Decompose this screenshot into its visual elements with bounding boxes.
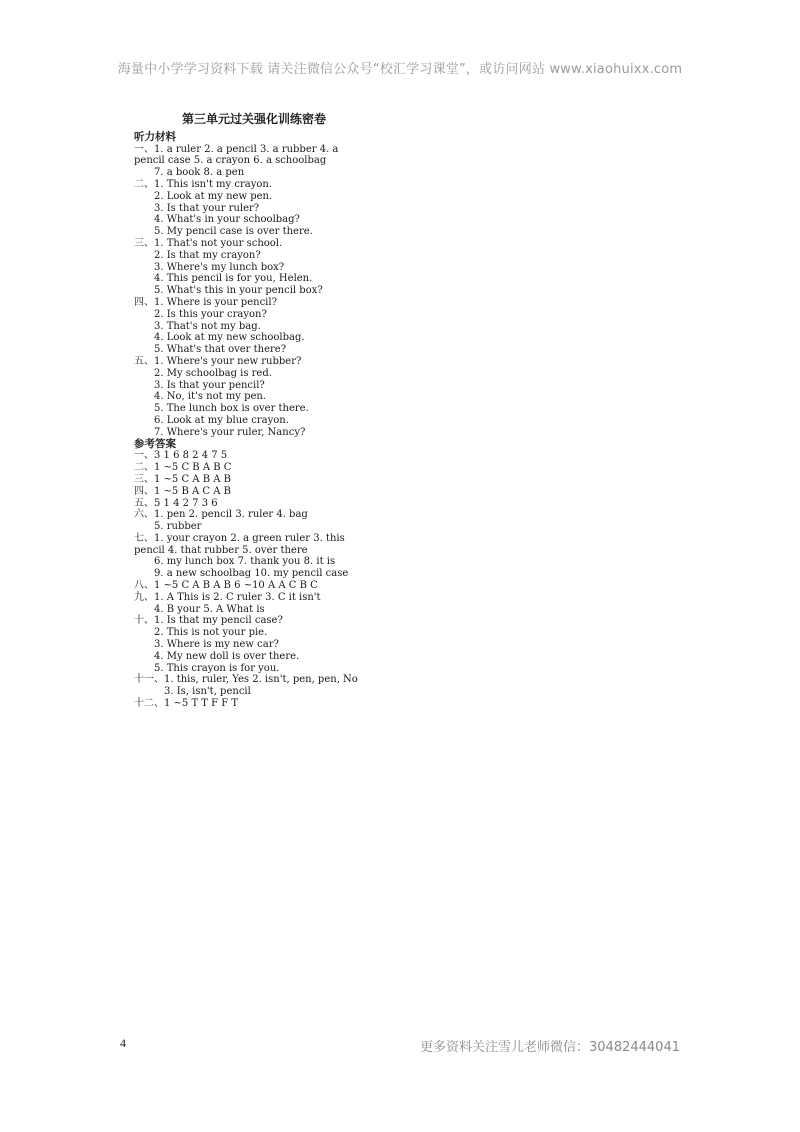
listening-line: 2. My schoolbag is red. [154, 367, 272, 379]
listening-line: 2. Look at my new pen. [154, 190, 273, 202]
question-text: 5 1 4 2 7 3 6 [154, 497, 218, 509]
listening-line: 5. The lunch box is over there. [154, 403, 309, 415]
question-number: 五、 [134, 497, 154, 509]
answer-line: 4. My new doll is over there. [154, 650, 300, 662]
question-text: 1 ~5 C B A B C [154, 462, 232, 474]
listening-line: 2. Is that my crayon? [154, 249, 261, 261]
question-text: 1. Where's your new rubber? [154, 355, 302, 367]
answer-line [134, 450, 374, 462]
listening-line: 3. That's not my bag. [154, 320, 261, 332]
listening-heading: 听力材料 [134, 130, 176, 143]
question-number: 三、 [134, 473, 154, 485]
question-number: 十、 [134, 615, 154, 627]
listening-line [134, 297, 374, 309]
page-number: 4 [120, 1036, 126, 1050]
question-number: 九、 [134, 591, 154, 603]
answer-line [134, 674, 374, 686]
question-text: 3 1 6 8 2 4 7 5 [154, 450, 228, 462]
answer-line [134, 498, 374, 510]
listening-line: 5. My pencil case is over there. [154, 226, 313, 238]
answer-line [134, 592, 374, 604]
question-text: 1. this, ruler, Yes 2. isn't, pen, pen, No [164, 674, 358, 686]
question-text: 1. a ruler 2. a pencil 3. a rubber 4. a [154, 143, 339, 155]
question-number: 七、 [134, 532, 154, 544]
document-body [134, 114, 374, 710]
footer-note: 更多资料关注雪儿老师微信：30482444041 [420, 1040, 680, 1055]
listening-line [134, 356, 374, 368]
question-text: 1. A This is 2. C ruler 3. C it isn't [154, 591, 321, 603]
answer-line: 5. This crayon is for you. [154, 662, 280, 674]
answer-line [134, 615, 374, 627]
answer-line: 9. a new schoolbag 10. my pencil case [154, 568, 349, 580]
listening-line: 4. No, it's not my pen. [154, 391, 267, 403]
answer-line [134, 533, 374, 545]
listening-line: 2. Is this your crayon? [154, 308, 267, 320]
question-number: 六、 [134, 509, 154, 521]
answer-line: 4. B your 5. A What is [154, 603, 265, 615]
question-text: 1. That's not your school. [154, 237, 283, 249]
answer-line: 6. my lunch box 7. thank you 8. it is [154, 556, 336, 568]
question-number: 三、 [134, 237, 154, 249]
listening-material [134, 144, 374, 439]
question-number: 一、 [134, 143, 154, 155]
question-number: 五、 [134, 355, 154, 367]
answer-line: 3. Where is my new car? [154, 639, 279, 651]
listening-line: 5. What's that over there? [154, 344, 287, 356]
answer-line: pencil 4. that rubber 5. over there [134, 544, 308, 556]
header-watermark: 海量中小学学习资料下载 请关注微信公众号“校汇学习课堂”，或访问网站 www.xiaohuixx.com [117, 62, 683, 77]
listening-line [134, 179, 374, 191]
answer-line [134, 580, 374, 592]
listening-line: 3. Where's my lunch box? [154, 261, 285, 273]
question-text: 1. pen 2. pencil 3. ruler 4. bag [154, 509, 308, 521]
question-text: 1 ~5 C A B A B 6 ~10 A A C B C [154, 580, 318, 592]
answer-line: 3. Is, isn't, pencil [164, 686, 251, 698]
question-number: 八、 [134, 580, 154, 592]
listening-line: 4. This pencil is for you, Helen. [154, 273, 313, 285]
listening-line [134, 238, 374, 250]
question-number: 二、 [134, 462, 154, 474]
answers-heading: 参考答案 [134, 437, 176, 450]
answer-key [134, 450, 374, 710]
answer-line [134, 486, 374, 498]
question-number: 一、 [134, 450, 154, 462]
answer-line [134, 509, 374, 521]
listening-line [134, 144, 374, 156]
answer-line [134, 474, 374, 486]
question-number: 四、 [134, 296, 154, 308]
answer-line: 2. This is not your pie. [154, 627, 268, 639]
listening-line: 3. Is that your ruler? [154, 202, 260, 214]
question-number: 十二、 [134, 698, 164, 710]
question-text: 1 ~5 B A C A B [154, 485, 231, 497]
answer-line [134, 698, 374, 710]
listening-line: pencil case 5. a crayon 6. a schoolbag [134, 155, 327, 167]
question-number: 四、 [134, 485, 154, 497]
question-text: 1 ~5 T T F F T [164, 698, 239, 710]
question-text: 1. This isn't my crayon. [154, 178, 272, 190]
question-text: 1 ~5 C A B A B [154, 473, 231, 485]
question-text: 1. Where is your pencil? [154, 296, 277, 308]
listening-line: 7. a book 8. a pen [154, 167, 245, 179]
page-title: 第三单元过关强化训练密卷 [181, 112, 326, 126]
listening-line: 4. What's in your schoolbag? [154, 214, 300, 226]
answer-line: 5. rubber [154, 521, 202, 533]
listening-line: 4. Look at my new schoolbag. [154, 332, 305, 344]
listening-line: 3. Is that your pencil? [154, 379, 265, 391]
question-number: 十一、 [134, 674, 164, 686]
question-number: 二、 [134, 178, 154, 190]
listening-line: 7. Where's your ruler, Nancy? [154, 426, 306, 438]
listening-line: 5. What's this in your pencil box? [154, 285, 323, 297]
question-text: 1. your crayon 2. a green ruler 3. this [154, 532, 345, 544]
listening-line: 6. Look at my blue crayon. [154, 414, 289, 426]
question-text: 1. Is that my pencil case? [154, 615, 283, 627]
answer-line [134, 462, 374, 474]
